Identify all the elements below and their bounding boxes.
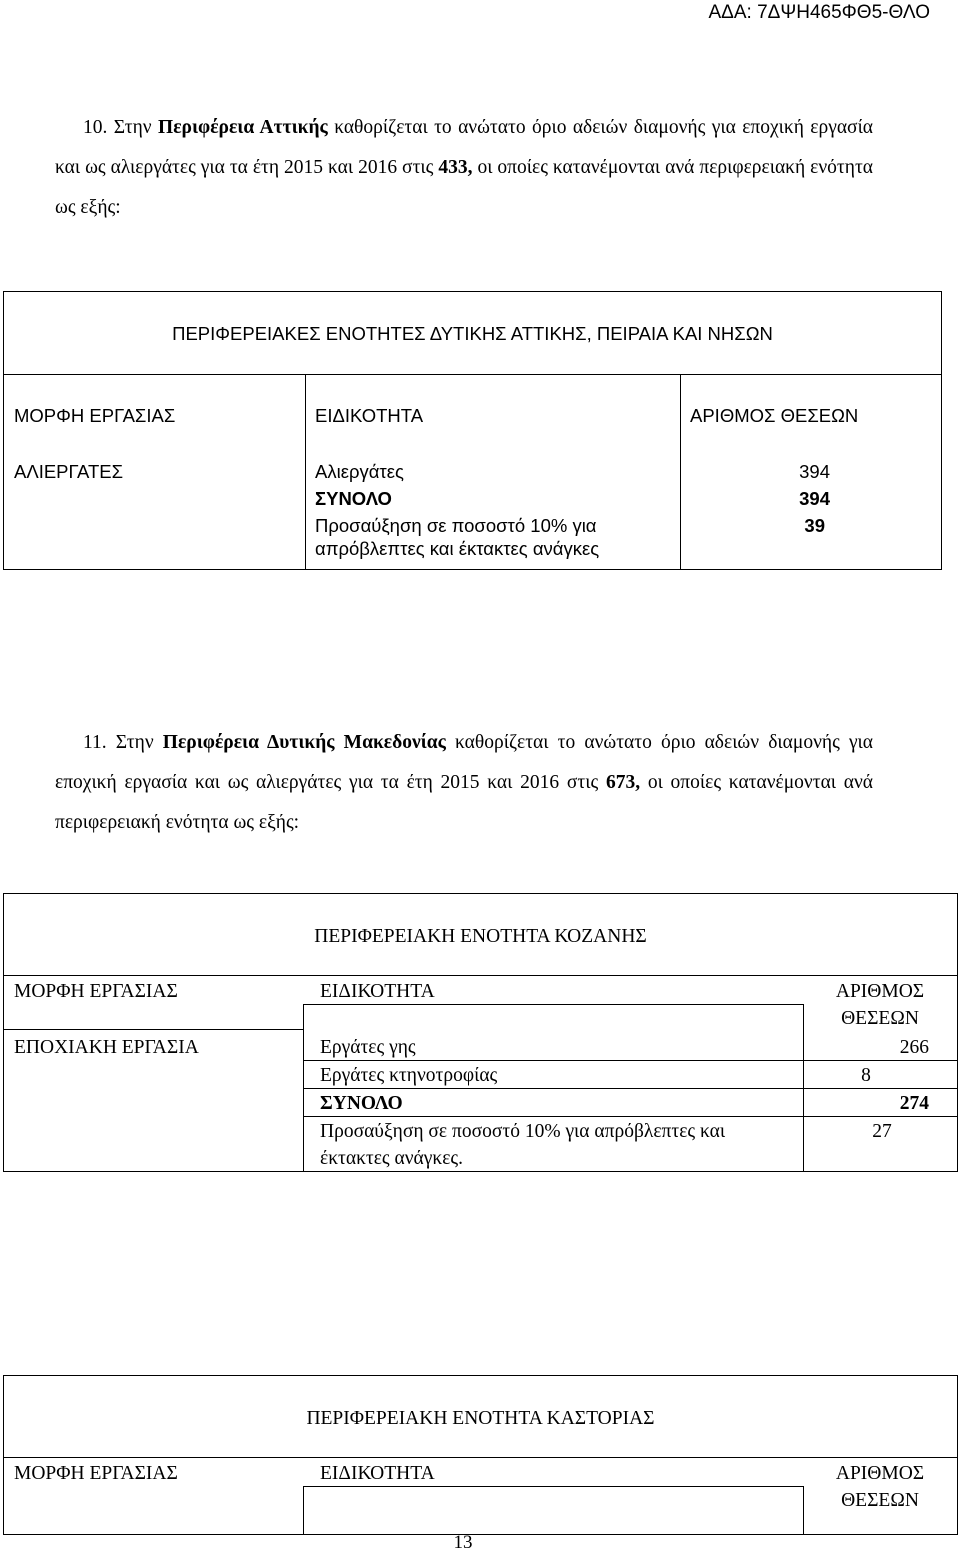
work-type-cell: ΑΛΙΕΡΓΑΤΕΣ (14, 461, 124, 482)
page-number: 13 (453, 1532, 473, 1553)
paragraph-text: οι οποίες κατανέμονται ανά περιφερειακή ενότητα ως εξής: (55, 157, 874, 218)
table-title: ΠΕΡΙΦΕΡΕΙΑΚΗ ΕΝΟΤΗΤΑ ΚΑΣΤΟΡΙΑΣ (306, 1408, 655, 1429)
increase-count: 27 (872, 1121, 892, 1142)
table-kastoria (3, 1375, 958, 1535)
column-header-positions: ΑΡΙΘΜΟΣ ΘΕΣΕΩΝ (835, 1463, 925, 1511)
table-title: ΠΕΡΙΦΕΡΕΙΑΚΕΣ ΕΝΟΤΗΤΕΣ ΔΥΤΙΚΗΣ ΑΤΤΙΚΗΣ, ΠΕΙΡΑΙΑ ΚΑΙ ΝΗΣΩΝ (172, 323, 773, 344)
column-header-work-type: ΜΟΡΦΗ ΕΡΓΑΣΙΑΣ (14, 981, 178, 1002)
count-cell: 394 (799, 461, 830, 482)
work-type-cell: ΕΠΟΧΙΑΚΗ ΕΡΓΑΣΙΑ (14, 1037, 199, 1058)
count-cell: 266 (899, 1037, 929, 1058)
region-name: Περιφέρεια Αττικής (158, 117, 328, 138)
column-header-work-type: ΜΟΡΦΗ ΕΡΓΑΣΙΑΣ (14, 1463, 178, 1484)
column-header-specialty: ΕΙΔΙΚΟΤΗΤΑ (315, 405, 424, 426)
column-header-specialty: ΕΙΔΙΚΟΤΗΤΑ (320, 981, 435, 1002)
specialty-cell: Εργάτες γης (320, 1037, 416, 1058)
count-cell: 8 (861, 1065, 871, 1086)
column-header-specialty: ΕΙΔΙΚΟΤΗΤΑ (320, 1463, 435, 1484)
total-count: 274 (899, 1093, 929, 1114)
paragraph-text: οι οποίες κατανέμονται ανά περιφερειακή ενότητα ως εξής: (55, 772, 874, 833)
column-header-positions: ΑΡΙΘΜΟΣ ΘΕΣΕΩΝ (690, 405, 859, 426)
total-count: 433, (438, 157, 473, 178)
section-10-paragraph (55, 108, 873, 228)
total-label: ΣΥΝΟΛΟ (315, 488, 392, 509)
paragraph-text: καθορίζεται το ανώτατο όριο αδειών διαμονής για εποχική εργασία και ως αλιεργάτες για τα έτη 2015 και 2016 στις (55, 732, 874, 793)
table-kozani (3, 893, 958, 1172)
total-label: ΣΥΝΟΛΟ (320, 1093, 403, 1114)
paragraph-text: Στην (113, 117, 152, 138)
total-count: 673, (605, 772, 641, 793)
increase-label: Προσαύξηση σε ποσοστό 10% για απρόβλεπτες και έκτακτες ανάγκες. (320, 1121, 726, 1169)
column-header-work-type: ΜΟΡΦΗ ΕΡΓΑΣΙΑΣ (14, 405, 176, 426)
paragraph-text: Στην (115, 732, 154, 753)
increase-label: Προσαύξηση σε ποσοστό 10% για απρόβλεπτες και έκτακτες ανάγκες (315, 515, 600, 559)
ada-code: ΑΔΑ: 7ΔΨΗ465ΦΘ5-ΘΛΟ (708, 2, 930, 23)
section-number: 11. (83, 732, 107, 753)
paragraph-text: καθορίζεται το ανώτατο όριο αδειών διαμονής για εποχική εργασία και ως αλιεργάτες για τα έτη 2015 και 2016 στις (55, 117, 874, 178)
region-name: Περιφέρεια Δυτικής Μακεδονίας (162, 732, 446, 753)
increase-count: 39 (804, 515, 825, 536)
column-header-positions: ΑΡΙΘΜΟΣ ΘΕΣΕΩΝ (835, 981, 925, 1029)
table-title: ΠΕΡΙΦΕΡΕΙΑΚΗ ΕΝΟΤΗΤΑ ΚΟΖΑΝΗΣ (314, 926, 647, 947)
total-count: 394 (799, 488, 830, 509)
section-11-paragraph (55, 723, 873, 843)
section-number: 10. (83, 117, 108, 138)
specialty-cell: Εργάτες κτηνοτροφίας (320, 1065, 498, 1086)
specialty-cell: Αλιεργάτες (315, 461, 404, 482)
table-west-attica (3, 291, 942, 570)
